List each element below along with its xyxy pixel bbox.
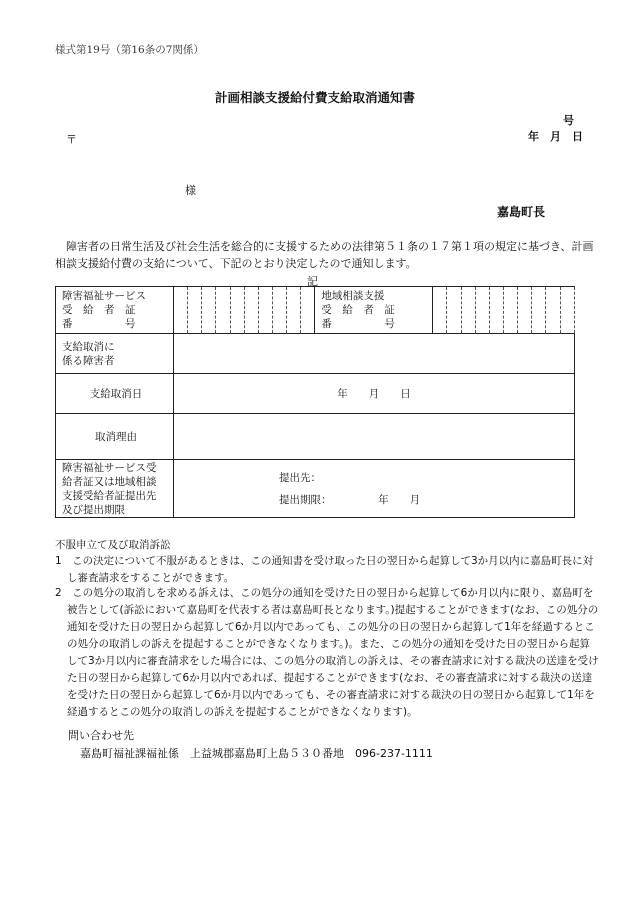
consult-digit-box[interactable] [461,287,475,334]
cancel-date-field[interactable]: 年 月 日 [173,374,574,414]
submit-label-line2: 給者証又は地域相談 [62,475,157,488]
consult-digit-box[interactable] [518,287,532,334]
cert-label-line3: 番 号 [62,318,136,330]
consult-label-line1: 地域相談支援 [321,290,385,302]
cert-digit-box[interactable] [173,287,187,334]
cert-digit-box[interactable] [244,287,258,334]
body-text: 障害者の日常生活及び社会生活を総合的に支援するための法律第５１条の１７第１項の規定に基づき、計画相談支援給付費の支給について、下記のとおり決定したので通知します。 [55,240,594,270]
cert-digit-box[interactable] [230,287,244,334]
addressee-suffix: 様 [185,184,196,197]
ki-heading: 記 [307,275,318,288]
person-label-line1: 支給取消に [62,340,115,353]
consult-digit-box[interactable] [546,287,560,334]
issue-date-label: 年 月 日 [528,130,583,143]
cert-label-line2: 受 給 者 証 [62,304,136,316]
cert-number-label [56,287,174,334]
submit-label-line1: 障害福祉サービス受 [62,461,157,474]
form-number: 様式第19号（第16条の7関係） [55,44,204,56]
cert-digit-box[interactable] [188,287,202,334]
consult-digit-box[interactable] [504,287,518,334]
postal-mark: 〒 [66,133,77,146]
detail-table [55,286,575,518]
reason-field[interactable] [173,414,574,460]
consult-digit-box[interactable] [475,287,489,334]
submit-field[interactable] [173,460,574,518]
submit-deadline-label: 提出期限： [278,493,332,506]
cert-digit-box[interactable] [287,287,301,334]
consult-cert-label [315,287,433,334]
issue-number-label: 号 [563,114,574,127]
submit-label-line3: 支援受給者証提出先 [62,489,157,502]
inquiry-heading: 問い合わせ先 [68,729,134,742]
cert-digit-box[interactable] [202,287,216,334]
cancel-date-label: 支給取消日 [56,374,174,414]
person-label [56,334,174,374]
consult-digit-box[interactable] [447,287,461,334]
sender-name: 嘉島町長 [497,205,546,219]
reason-row [56,414,575,460]
submit-row [56,460,575,518]
consult-digit-box[interactable] [433,287,447,334]
consult-digit-box[interactable] [532,287,546,334]
appeal-heading: 不服申立て及び取消訴訟 [55,539,171,551]
certificate-row [56,287,575,334]
cert-digit-box[interactable] [272,287,286,334]
cert-label-line1: 障害福祉サービス [62,290,146,302]
document-title: 計画相談支援給付費支給取消通知書 [214,90,415,105]
person-field[interactable] [173,334,574,374]
submit-label [56,460,174,518]
submit-deadline-value: 年 月 [378,493,421,506]
appeal-item-2: 2 この処分の取消しを求める訴えは、この処分の通知を受けた日の翌日から起算して6か月以内に限り、嘉島町を被告として(訴訟において嘉島町を代表する者は嘉島町長となります。)提起することができます(なお、この処分の通知を受けた日の翌日から起算して6か月以内であっても、この処分の日の翌日から起算して1年を経過するとこの処分の取消しの訴えを提起することができなくなります。)。また、この処分の通知を受けた日の翌日から起算して3か月以内に審査請求をした場合には、この処分の取消しの訴えは、その審査請求に対する裁決の送達を受けた日の翌日から起算して6か月以内であれば、提起することができます(なお、その審査請求に対する裁決の送達を受けた日の翌日から起算して6か月以内であっても、その審査請求に対する裁決の日の翌日から起算して1年を経過するとこの処分の取消しの訴えを提起することができなくなります)。 [55,587,599,718]
inquiry-contact: 嘉島町福祉課福祉係 上益城郡嘉島町上島５３０番地 096-237-1111 [80,747,433,760]
consult-digit-box[interactable] [489,287,503,334]
cert-digit-box[interactable] [216,287,230,334]
consult-label-line3: 番 号 [321,318,395,330]
consult-digit-box[interactable] [560,287,574,334]
cancel-date-row [56,374,575,414]
cert-digit-box[interactable] [301,287,315,334]
reason-label: 取消理由 [56,414,174,460]
person-row [56,334,575,374]
consult-label-line2: 受 給 者 証 [321,304,395,316]
appeal-item-1: 1 この決定について不服があるときは、この通知書を受け取った日の翌日から起算して3か月以内に嘉島町長に対し審査請求をすることができます。 [55,555,594,584]
cert-digit-box[interactable] [258,287,272,334]
submit-label-line4: 及び提出期限 [62,503,125,516]
submit-to-label: 提出先： [278,471,321,484]
person-label-line2: 係る障害者 [62,354,115,367]
